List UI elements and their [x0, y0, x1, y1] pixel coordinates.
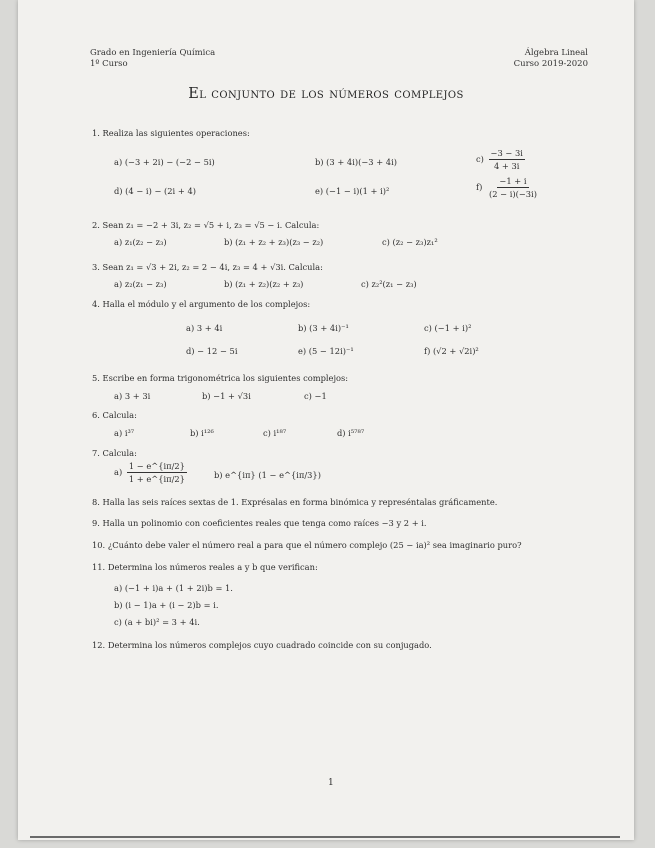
exercise-4b: b) (3 + 4i)⁻¹ — [298, 323, 349, 333]
exercise-2c: c) (z₂ − z₃)z₁² — [382, 237, 438, 247]
exercise-1-statement: 1. Realiza las siguientes operaciones: — [92, 128, 250, 138]
exercise-9-statement: 9. Halla un polinomio con coeficientes reales que tenga como raíces −3 y 2 + i. — [92, 518, 427, 528]
exercise-6c: c) i¹⁸⁷ — [263, 428, 287, 438]
exercise-1f-label: f) — [476, 182, 483, 192]
header-academic-year: Curso 2019-2020 — [513, 59, 588, 69]
exercise-5-statement: 5. Escribe en forma trigonométrica los siguientes complejos: — [92, 373, 349, 383]
exercise-1b: b) (3 + 4i)(−3 + 4i) — [315, 157, 397, 167]
exercise-10-statement: 10. ¿Cuánto debe valer el número real a para que el número complejo (25 − ia)² sea imaginario puro? — [92, 540, 522, 550]
scan-edge-line — [30, 836, 620, 838]
exercise-5b: b) −1 + √3i — [202, 391, 251, 401]
exercise-12-statement: 12. Determina los números complejos cuyo cuadrado coincide con su conjugado. — [92, 640, 432, 650]
header-year: 1º Curso — [90, 59, 128, 69]
exercise-11b: b) (i − 1)a + (i − 2)b = i. — [114, 600, 219, 610]
exercise-6-statement: 6. Calcula: — [92, 410, 137, 420]
header-degree: Grado en Ingeniería Química — [90, 48, 216, 58]
exercise-1a: a) (−3 + 2i) − (−2 − 5i) — [114, 157, 215, 167]
exercise-3-statement: 3. Sean z₁ = √3 + 2i, z₂ = 2 − 4i, z₃ = 4 + √3i. Calcula: — [92, 262, 323, 272]
exercise-1f-numerator: −1 + i — [499, 176, 527, 186]
exercise-1f — [476, 176, 539, 199]
exercise-5c: c) −1 — [304, 391, 327, 401]
header-course: Álgebra Lineal — [524, 48, 588, 58]
exercise-6b: b) i¹²⁶ — [190, 428, 214, 438]
exercise-6a: a) i³⁷ — [114, 428, 135, 438]
exercise-8-statement: 8. Halla las seis raíces sextas de 1. Exprésalas en forma binómica y represéntalas gráficamente. — [92, 497, 498, 507]
exercise-1e: e) (−1 − i)(1 + i)² — [315, 186, 390, 196]
exercise-5a: a) 3 + 3i — [114, 391, 151, 401]
exercise-2a: a) z₁(z₂ − z₃) — [114, 237, 167, 247]
exercise-11-statement: 11. Determina los números reales a y b que verifican: — [92, 562, 318, 572]
exercise-7a-label: a) — [114, 467, 123, 477]
exercise-1c-fraction — [489, 148, 525, 171]
header-right — [514, 48, 588, 70]
exercise-4f: f) (√2 + √2i)² — [424, 346, 479, 356]
exercise-1d: d) (4 − i) − (2i + 4) — [114, 186, 196, 196]
exercise-7a-denominator: 1 + e^{iπ/2} — [128, 474, 185, 484]
exercise-7b: b) e^{iπ} (1 − e^{iπ/3}) — [214, 470, 321, 480]
page-title: El conjunto de los números complejos — [188, 86, 464, 102]
exercise-1c-denominator: 4 + 3i — [494, 161, 520, 171]
exercise-2b: b) (z₁ + z₂ + z₃)(z₃ − z₂) — [224, 237, 324, 247]
exercise-7-statement: 7. Calcula: — [92, 448, 137, 458]
exercise-11a: a) (−1 + i)a + (1 + 2i)b = 1. — [114, 583, 233, 593]
exercise-4d: d) − 12 − 5i — [186, 346, 238, 356]
exercise-1c — [476, 148, 525, 171]
exercise-3b: b) (z₁ + z₂)(z₂ + z₃) — [224, 279, 304, 289]
exercise-4e: e) (5 − 12i)⁻¹ — [298, 346, 354, 356]
page-number: 1 — [328, 778, 334, 788]
exercise-6d: d) i⁵⁷⁸⁷ — [337, 428, 365, 438]
exercise-3c: c) z₂²(z₁ − z₃) — [361, 279, 417, 289]
exercise-3a: a) z₂(z₁ − z₃) — [114, 279, 167, 289]
exercise-4c: c) (−1 + i)² — [424, 323, 472, 333]
exercise-4a: a) 3 + 4i — [186, 323, 223, 333]
document-page — [18, 0, 634, 840]
header-left — [90, 48, 215, 70]
exercise-2-statement: 2. Sean z₁ = −2 + 3i, z₂ = √5 + i, z₃ = √5 − i. Calcula: — [92, 220, 320, 230]
exercise-7a-numerator: 1 − e^{iπ/2} — [128, 461, 185, 471]
exercise-1f-denominator: (2 − i)(−3i) — [488, 189, 537, 199]
exercise-7a — [114, 461, 187, 484]
exercise-11c: c) (a + bi)² = 3 + 4i. — [114, 617, 200, 627]
exercise-7a-fraction — [127, 461, 187, 484]
exercise-1c-label: c) — [476, 154, 484, 164]
exercise-1c-numerator: −3 − 3i — [490, 148, 523, 158]
exercise-1f-fraction — [487, 176, 539, 199]
exercise-4-statement: 4. Halla el módulo y el argumento de los complejos: — [92, 299, 311, 309]
